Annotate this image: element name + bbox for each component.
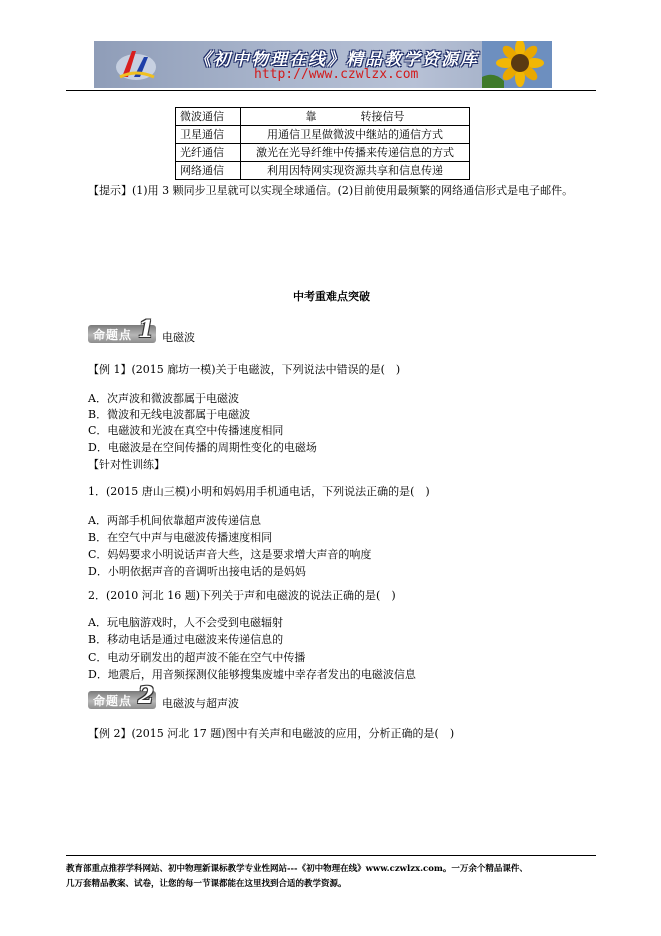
- header-divider: [66, 90, 596, 91]
- topic-badge-2: [88, 682, 156, 709]
- footer-line-1: 教育部重点推荐学科网站、初中物理新课标教学专业性网站---《初中物理在线》www.czwlzx.com。一万余个精品课件、: [66, 864, 528, 874]
- table-cell-desc: 利用因特网实现资源共享和信息传递: [241, 162, 470, 180]
- topic-title: 电磁波: [162, 331, 195, 344]
- topic-badge-label: 命题点: [93, 328, 133, 342]
- topic-badge-number: 2: [138, 682, 155, 709]
- topic-badge-number: 1: [138, 316, 155, 343]
- option-item: D．地震后，用音频探测仪能够搜集废墟中幸存者发出的电磁波信息: [88, 668, 416, 681]
- option-item: C．电动牙刷发出的超声波不能在空气中传播: [88, 651, 306, 664]
- table-cell-desc: 激光在光导纤维中传播来传递信息的方式: [241, 144, 470, 162]
- table-row: [176, 162, 470, 180]
- option-item: A．两部手机间依靠超声波传递信息: [88, 514, 261, 527]
- example-2: 【例 2】(2015 河北 17 题)图中有关声和电磁波的应用，分析正确的是( ): [88, 727, 455, 740]
- option-item: C．电磁波和光波在真空中传播速度相同: [88, 424, 284, 437]
- table-row: [176, 126, 470, 144]
- header-banner: [94, 41, 552, 88]
- table-cell-desc: 靠 转接信号: [241, 108, 470, 126]
- table-cell-name: 网络通信: [176, 162, 241, 180]
- option-item: A．次声波和微波都属于电磁波: [88, 392, 239, 405]
- topic-badge-label: 命题点: [93, 694, 133, 708]
- communication-table: [175, 107, 470, 180]
- table-cell-name: 光纤通信: [176, 144, 241, 162]
- table-cell-name: 卫星通信: [176, 126, 241, 144]
- section-heading: 中考重难点突破: [293, 290, 370, 303]
- banner-url[interactable]: http://www.czwlzx.com: [254, 67, 419, 82]
- option-item: B．微波和无线电波都属于电磁波: [88, 408, 251, 421]
- table-row: [176, 108, 470, 126]
- table-cell-name: 微波通信: [176, 108, 241, 126]
- banner-title: 《初中物理在线》精品教学资源库: [194, 50, 479, 70]
- table-row: [176, 144, 470, 162]
- question-2: 2．(2010 河北 16 题)下列关于声和电磁波的说法正确的是( ): [88, 589, 396, 602]
- option-item: B．移动电话是通过电磁波来传递信息的: [88, 633, 284, 646]
- footer-line-2: 几万套精品教案、试卷，让您的每一节课都能在这里找到合适的教学资源。: [66, 879, 347, 889]
- table-cell-desc: 用通信卫星做微波中继站的通信方式: [241, 126, 470, 144]
- question-1: 1．(2015 唐山三模)小明和妈妈用手机通电话，下列说法正确的是( ): [88, 485, 430, 498]
- example-1: 【例 1】(2015 廊坊一模)关于电磁波，下列说法中错误的是( ): [88, 363, 401, 376]
- site-logo-icon: [114, 47, 158, 83]
- option-item: D．小明依据声音的音调听出接电话的是妈妈: [88, 565, 306, 578]
- option-item: B．在空气中声与电磁波传播速度相同: [88, 531, 273, 544]
- topic-badge-1: [88, 316, 156, 343]
- sunflower-icon: [482, 41, 552, 88]
- option-item: C．妈妈要求小明说话声音大些，这是要求增大声音的响度: [88, 548, 372, 561]
- option-item: D．电磁波是在空间传播的周期性变化的电磁场: [88, 441, 317, 454]
- option-item: A．玩电脑游戏时，人不会受到电磁辐射: [88, 616, 283, 629]
- footer-divider: [66, 855, 596, 856]
- hint-text: 【提示】(1)用 3 颗同步卫星就可以实现全球通信。(2)目前使用最频繁的网络通信形式是电子邮件。: [88, 184, 574, 197]
- training-label: 【针对性训练】: [88, 458, 165, 471]
- topic-title: 电磁波与超声波: [162, 697, 239, 710]
